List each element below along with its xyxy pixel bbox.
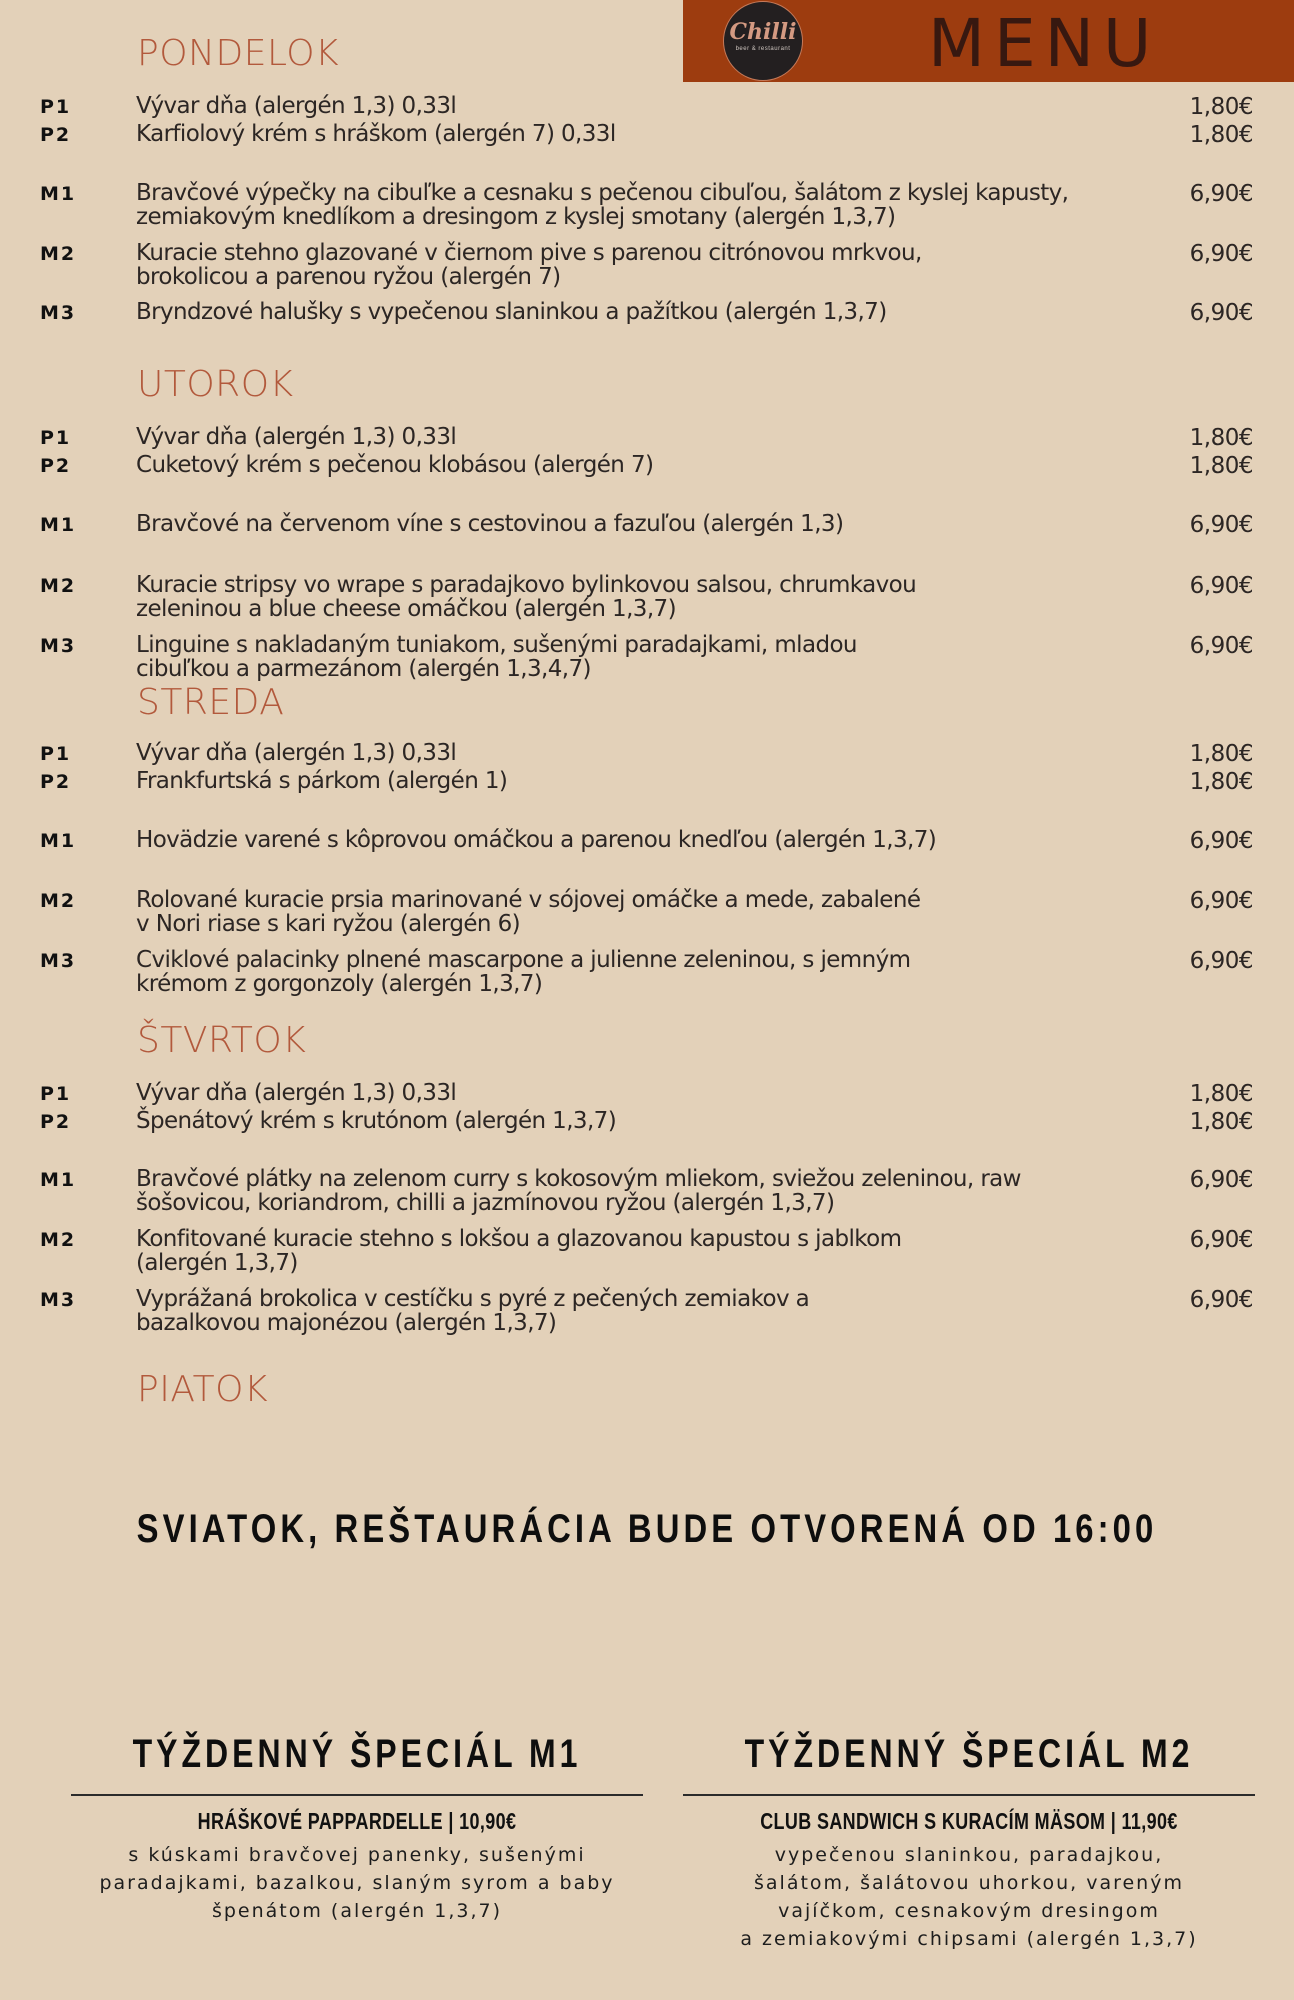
special-dish: HRÁŠKOVÉ PAPPARDELLE | 10,90€	[197, 1808, 517, 1834]
item-price: 6,90€	[1189, 888, 1253, 914]
item-price: 6,90€	[1189, 1227, 1253, 1253]
item-price: 1,80€	[1189, 1109, 1253, 1135]
item-code: P1	[40, 427, 72, 449]
item-code: P1	[40, 743, 72, 765]
divider	[71, 1794, 643, 1796]
item-code: P2	[40, 771, 72, 793]
item-code: P1	[40, 96, 72, 118]
item-description: Karfiolový krém s hráškom (alergén 7) 0,33l	[136, 121, 616, 147]
item-price: 6,90€	[1189, 181, 1253, 207]
item-price: 1,80€	[1189, 425, 1253, 451]
weekly-special-m2	[683, 1728, 1255, 1953]
item-code: M1	[40, 183, 77, 205]
item-description: Rolované kuracie prsia marinované v sójovej omáčke a mede, zabalené v Nori riase s kari ryžou (alergén 6)	[136, 887, 921, 937]
holiday-notice: SVIATOK, REŠTAURÁCIA BUDE OTVORENÁ OD 16:00	[136, 1507, 1158, 1551]
item-code: M2	[40, 575, 77, 597]
item-price: 1,80€	[1189, 94, 1253, 120]
item-code: P2	[40, 124, 72, 146]
item-description: Bravčové plátky na zelenom curry s kokosovým mliekom, sviežou zeleninou, raw šošovicou, koriandrom, chilli a jazmínovou ryžou (alergén 1,3,7)	[136, 1166, 1021, 1216]
item-description: Vývar dňa (alergén 1,3) 0,33l	[136, 740, 457, 766]
item-price: 6,90€	[1189, 512, 1253, 538]
item-code: P2	[40, 1111, 72, 1133]
item-price: 6,90€	[1189, 1287, 1253, 1313]
item-description: Vývar dňa (alergén 1,3) 0,33l	[136, 93, 457, 119]
logo-subtitle: beer & restaurant	[735, 46, 791, 52]
item-description: Bravčové výpečky na cibuľke a cesnaku s pečenou cibuľou, šalátom z kyslej kapusty, zemiakovým knedlíkom a dresingom z kyslej smotany (alergén 1,3,7)	[136, 180, 1069, 230]
weekly-special-m1	[71, 1728, 643, 1925]
special-title: TÝŽDENNÝ ŠPECIÁL M2	[744, 1732, 1194, 1776]
item-code: M3	[40, 950, 77, 972]
special-dish: CLUB SANDWICH S KURACÍM MÄSOM | 11,90€	[760, 1808, 1178, 1834]
item-code: M1	[40, 514, 77, 536]
item-code: M1	[40, 1169, 77, 1191]
item-price: 6,90€	[1189, 828, 1253, 854]
item-description: Kuracie stehno glazované v čiernom pive s parenou citrónovou mrkvou, brokolicou a parenou ryžou (alergén 7)	[136, 240, 922, 290]
item-code: M3	[40, 302, 77, 324]
item-code: P1	[40, 1083, 72, 1105]
item-code: M2	[40, 1229, 77, 1251]
item-description: Vývar dňa (alergén 1,3) 0,33l	[136, 1080, 457, 1106]
day-heading-piatok: PIATOK	[137, 1369, 269, 1410]
item-price: 6,90€	[1189, 633, 1253, 659]
special-title: TÝŽDENNÝ ŠPECIÁL M1	[132, 1732, 582, 1776]
item-description: Linguine s nakladaným tuniakom, sušenými paradajkami, mladou cibuľkou a parmezánom (alergén 1,3,4,7)	[136, 632, 857, 682]
menu-title: MENU	[928, 5, 1161, 82]
item-code: M3	[40, 635, 77, 657]
item-price: 6,90€	[1189, 948, 1253, 974]
item-code: M2	[40, 890, 77, 912]
item-price: 6,90€	[1189, 573, 1253, 599]
item-code: M3	[40, 1289, 77, 1311]
item-price: 1,80€	[1189, 1081, 1253, 1107]
item-price: 6,90€	[1189, 300, 1253, 326]
item-description: Špenátový krém s krutónom (alergén 1,3,7)	[136, 1108, 617, 1134]
day-heading-stvrtok: ŠTVRTOK	[137, 1020, 307, 1061]
item-description: Vyprážaná brokolica v cestíčku s pyré z pečených zemiakov a bazalkovou majonézou (alergén 1,3,7)	[136, 1286, 810, 1336]
item-description: Cviklové palacinky plnené mascarpone a julienne zeleninou, s jemným krémom z gorgonzoly (alergén 1,3,7)	[136, 947, 911, 997]
special-description: s kúskami bravčovej panenky, sušenými paradajkami, bazalkou, slaným syrom a baby špenátom (alergén 1,3,7)	[99, 1844, 615, 1922]
item-price: 6,90€	[1189, 1167, 1253, 1193]
logo-name: Chilli	[729, 19, 797, 45]
item-description: Frankfurtská s párkom (alergén 1)	[136, 768, 508, 794]
day-heading-pondelok: PONDELOK	[137, 33, 340, 74]
day-heading-streda: STREDA	[137, 682, 285, 723]
item-description: Konfitované kuracie stehno s lokšou a glazovanou kapustou s jablkom (alergén 1,3,7)	[136, 1226, 902, 1276]
item-code: P2	[40, 455, 72, 477]
item-code: M2	[40, 243, 77, 265]
item-price: 1,80€	[1189, 741, 1253, 767]
item-description: Bravčové na červenom víne s cestovinou a fazuľou (alergén 1,3)	[136, 511, 844, 537]
item-price: 6,90€	[1189, 241, 1253, 267]
item-description: Kuracie stripsy vo wrape s paradajkovo bylinkovou salsou, chrumkavou zeleninou a blue cheese omáčkou (alergén 1,3,7)	[136, 572, 917, 622]
item-description: Hovädzie varené s kôprovou omáčkou a parenou knedľou (alergén 1,3,7)	[136, 827, 937, 853]
item-price: 1,80€	[1189, 122, 1253, 148]
item-price: 1,80€	[1189, 769, 1253, 795]
special-description: vypečenou slaninkou, paradajkou, šalátom, šalátovou uhorkou, vareným vajíčkom, cesnakovým dresingom a zemiakovými chipsami (alergén 1,3,7)	[740, 1844, 1198, 1950]
day-heading-utorok: UTOROK	[137, 364, 294, 405]
item-description: Bryndzové halušky s vypečenou slaninkou a pažítkou (alergén 1,3,7)	[136, 299, 887, 325]
item-code: M1	[40, 830, 77, 852]
divider	[683, 1794, 1255, 1796]
item-description: Vývar dňa (alergén 1,3) 0,33l	[136, 424, 457, 450]
chilli-logo	[723, 1, 803, 81]
item-price: 1,80€	[1189, 453, 1253, 479]
item-description: Cuketový krém s pečenou klobásou (alergén 7)	[136, 452, 654, 478]
